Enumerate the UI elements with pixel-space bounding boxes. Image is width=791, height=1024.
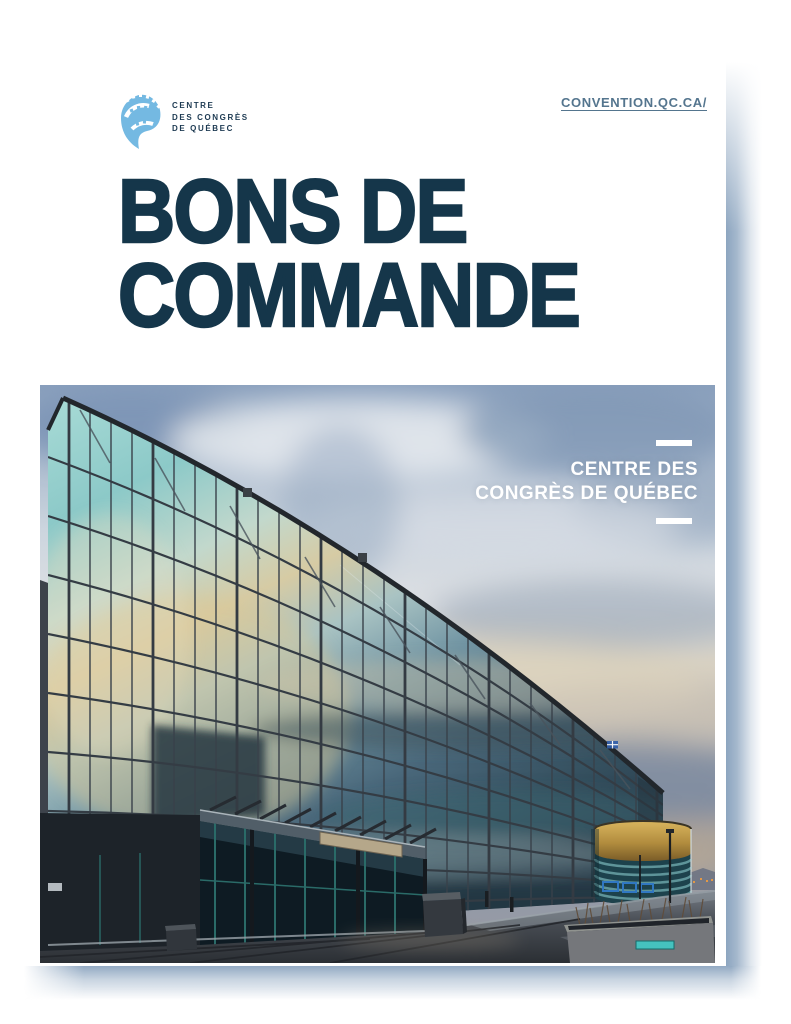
page-title: [118, 162, 580, 346]
logo-icon: [118, 93, 163, 150]
photo-overlay-line-2: CONGRÈS DE QUÉBEC: [475, 483, 698, 504]
page-shadow-bottom: [24, 966, 761, 1000]
title-line-2: COMMANDE: [118, 246, 580, 346]
logo-line-2: DES CONGRÈS: [172, 112, 249, 122]
logo-line-1: CENTRE: [172, 101, 215, 110]
photo-overlay: [475, 440, 698, 524]
photo-overlay-line-1: CENTRE DES: [570, 459, 698, 480]
overlay-dash-bottom: [656, 518, 692, 524]
overlay-dash-top: [656, 440, 692, 446]
logo-wordmark: [172, 93, 249, 135]
title-line-1: BONS DE: [118, 162, 467, 262]
page-shadow-right: [726, 62, 762, 966]
logo: [118, 93, 249, 150]
logo-line-3: DE QUÉBEC: [172, 124, 234, 133]
cover-photo: [40, 385, 715, 963]
website-link[interactable]: CONVENTION.QC.CA/: [561, 95, 707, 110]
